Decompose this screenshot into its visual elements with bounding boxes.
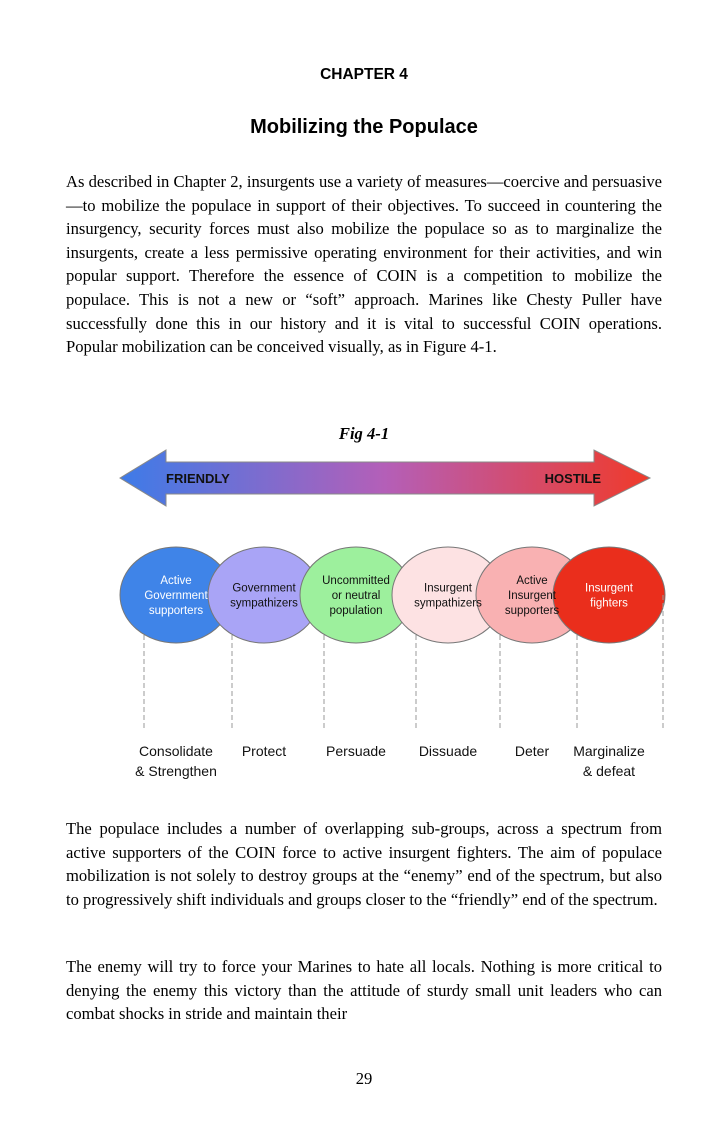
hostile-label: HOSTILE xyxy=(544,471,601,486)
group-label-3-line-1: Uncommitted xyxy=(322,575,390,587)
action-label-1-line-2: & Strengthen xyxy=(135,763,217,779)
page-title: Mobilizing the Populace xyxy=(250,116,478,138)
chapter-heading: CHAPTER 4 xyxy=(320,66,408,83)
group-label-2-line-1: Government xyxy=(232,582,296,595)
group-label-5-line-1: Active xyxy=(516,575,548,587)
action-label-5-line-1: Deter xyxy=(514,743,550,759)
body-paragraph-2: The populace includes a number of overlapping sub-groups, across a spectrum from active supporters of the COIN force to active insurgent fighters. The aim of populace mobilization is not solely to destroy groups at the “enemy” end of the spectrum, but also to progressively shift individuals and groups closer to the “friendly” end of the spectrum. xyxy=(66,819,662,909)
group-label-5-line-2: Insurgent xyxy=(508,590,556,602)
page-number: 29 xyxy=(355,1069,373,1088)
figure-label: Fig 4-1 xyxy=(338,424,390,443)
action-label-6-line-2: & defeat xyxy=(582,763,636,779)
group-label-3-line-3: population xyxy=(329,605,383,617)
group-label-1-line-1: Active xyxy=(160,575,192,587)
action-label-2-line-1: Protect xyxy=(241,743,287,759)
action-label-6-line-1: Marginalize xyxy=(573,743,645,759)
group-circle-6 xyxy=(553,547,665,643)
action-label-1-line-1: Consolidate xyxy=(139,743,213,759)
group-label-5-line-3: supporters xyxy=(504,605,560,617)
group-label-1-line-2: Government xyxy=(144,590,208,602)
friendly-label: FRIENDLY xyxy=(166,471,230,486)
group-label-2-line-2: sympathizers xyxy=(230,597,298,610)
group-label-4-line-2: sympathizers xyxy=(414,597,482,610)
body-paragraph-1: As described in Chapter 2, insurgents use a variety of measures—coercive and persuasive—to mobilize the populace in support of their objectives. To succeed in countering the insurgency, security forces must also mobilize the populace so as to marginalize the insurgents, create a less permissive operating environment for their activities, and win popular support. Therefore the essence of COIN is a competition to mobilize the populace. This is not a new or “soft” approach. Marines like Chesty Puller have successfully done this in our history and it is vital to successful COIN operations. Popular mobilization can be conceived visually, as in Figure 4-1. xyxy=(66,172,662,357)
action-label-3-line-1: Persuade xyxy=(326,743,386,759)
group-label-1-line-3: supporters xyxy=(148,605,204,617)
group-label-6-line-1: Insurgent xyxy=(585,582,633,595)
action-label-4-line-1: Dissuade xyxy=(418,743,478,759)
population-groups xyxy=(120,547,665,779)
body-paragraph-3: The enemy will try to force your Marines to hate all locals. Nothing is more critical to denying the enemy this victory than the attitude of sturdy small unit leaders who can combat shocks in stride and maintain their xyxy=(66,957,662,1024)
group-label-6-line-2: fighters xyxy=(590,597,628,610)
group-label-3-line-2: or neutral xyxy=(331,590,381,602)
group-label-4-line-1: Insurgent xyxy=(424,582,472,595)
mobilization-spectrum-figure xyxy=(90,440,670,790)
